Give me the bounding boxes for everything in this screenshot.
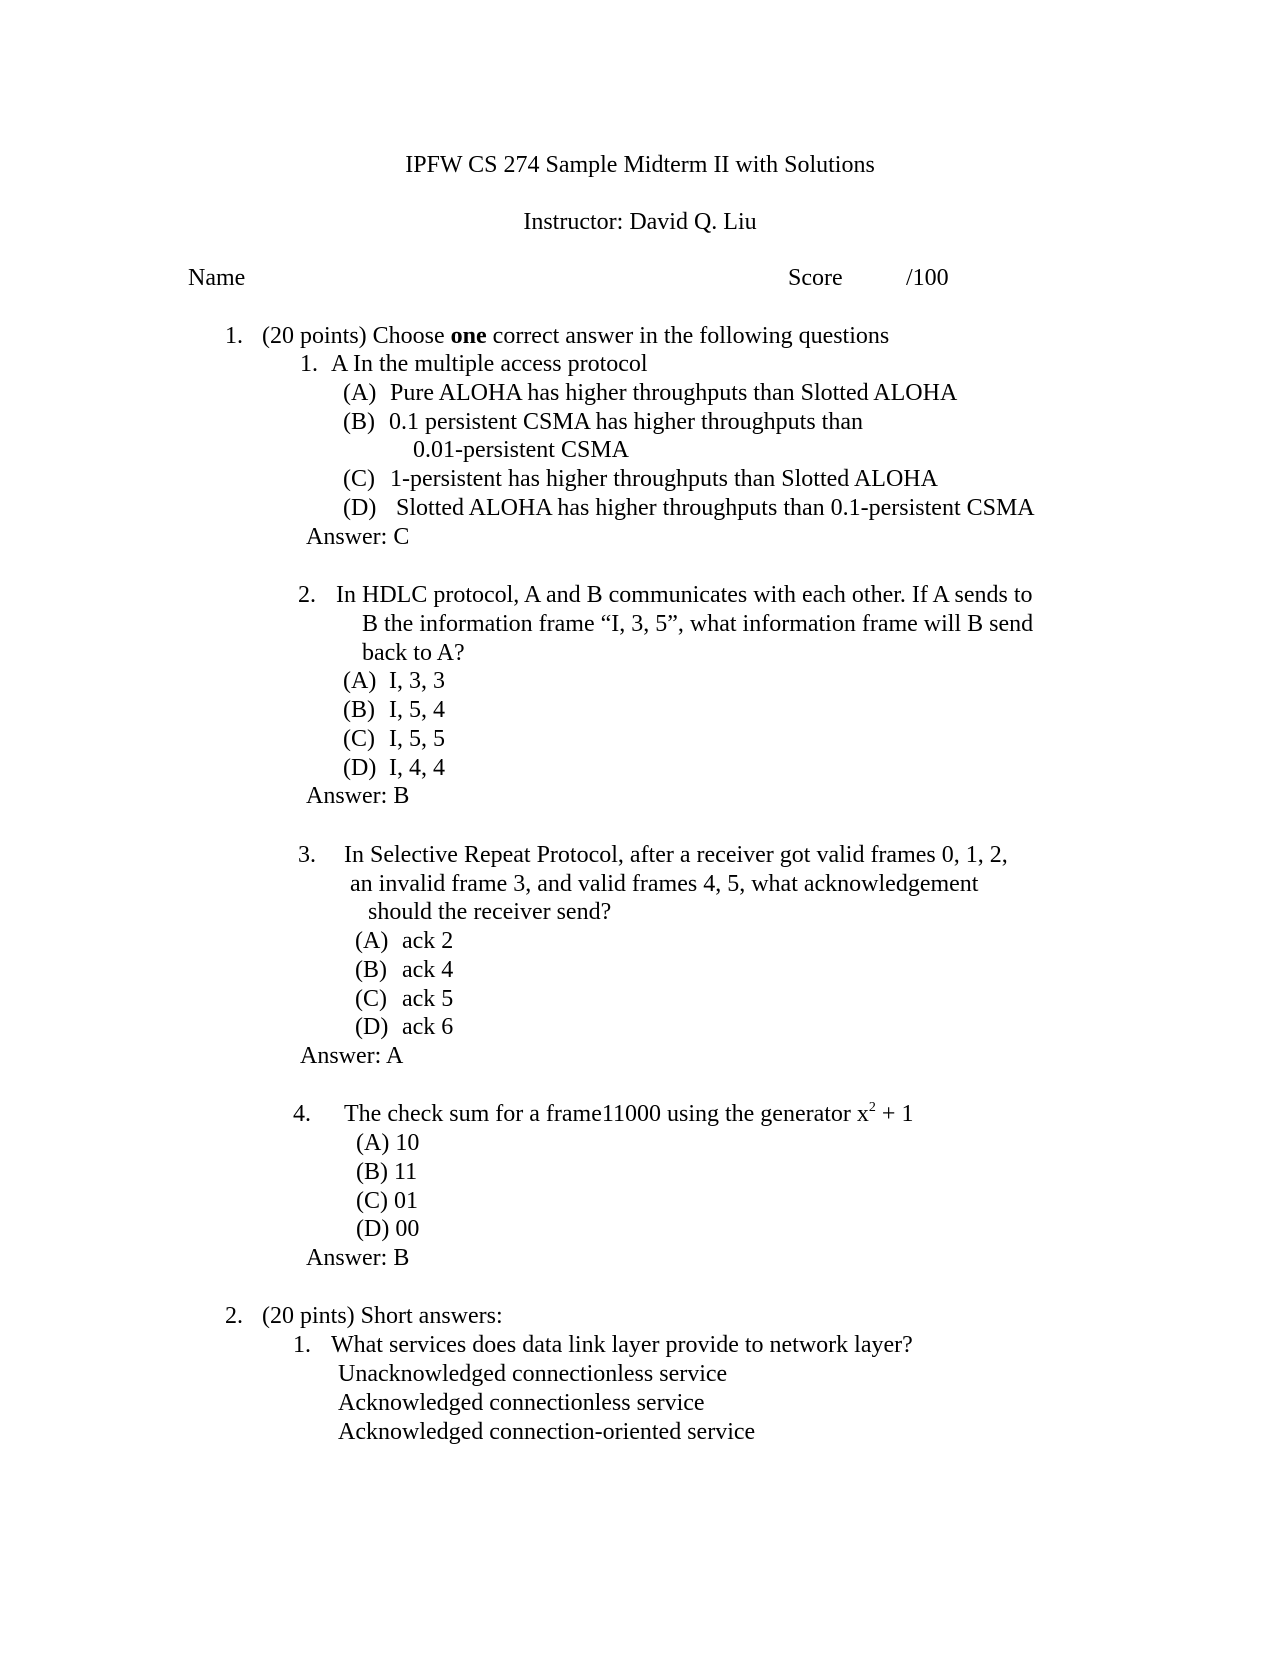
s2q1-answer-1: Unacknowledged connectionless service xyxy=(338,1361,728,1387)
s2q1-answer-3: Acknowledged connection-oriented service xyxy=(338,1419,756,1445)
q3-option-d: ack 6 xyxy=(402,1014,454,1040)
q1-option-a-letter: (A) xyxy=(343,380,377,406)
q2-option-b-letter: (B) xyxy=(343,697,375,723)
s2q1-number: 1. xyxy=(293,1332,311,1358)
q2-option-a-letter: (A) xyxy=(343,668,377,694)
section1-heading-pre: (20 points) Choose xyxy=(262,323,451,349)
section2-heading: (20 pints) Short answers: xyxy=(262,1303,503,1329)
q1-answer: Answer: C xyxy=(306,524,410,550)
q1-option-b-cont: 0.01-persistent CSMA xyxy=(413,437,629,463)
q4-exponent: 2 xyxy=(868,1100,876,1115)
q2-option-c-letter: (C) xyxy=(343,726,375,752)
q2-number: 2. xyxy=(298,582,316,608)
q1-number: 1. xyxy=(300,351,318,377)
q2-answer: Answer: B xyxy=(306,783,410,809)
q3-line1: In Selective Repeat Protocol, after a receiver got valid frames 0, 1, 2, xyxy=(344,842,1008,868)
q3-option-a-letter: (A) xyxy=(355,928,389,954)
q2-option-c: I, 5, 5 xyxy=(389,726,445,752)
q4-text-pre: The check sum for a frame11000 using the generator x xyxy=(344,1101,869,1127)
section1-heading xyxy=(262,322,889,350)
q2-option-b: I, 5, 4 xyxy=(389,697,445,723)
q4-text-post: + 1 xyxy=(875,1101,914,1127)
q3-line2: an invalid frame 3, and valid frames 4, 5, what acknowledgement xyxy=(350,871,979,897)
q3-option-b: ack 4 xyxy=(402,957,454,983)
q1-option-c-letter: (C) xyxy=(343,466,375,492)
q2-line2: B the information frame “I, 3, 5”, what information frame will B send xyxy=(362,611,1034,637)
q1-text: A In the multiple access protocol xyxy=(331,351,648,377)
q1-option-a: Pure ALOHA has higher throughputs than Slotted ALOHA xyxy=(390,380,958,406)
s2q1-text: What services does data link layer provide to network layer? xyxy=(331,1332,913,1358)
q3-option-c-letter: (C) xyxy=(355,986,387,1012)
q4-answer: Answer: B xyxy=(306,1245,410,1271)
score-label: Score xyxy=(788,265,843,291)
q2-line3: back to A? xyxy=(362,640,465,666)
q4-text xyxy=(344,1100,913,1128)
q1-option-b-letter: (B) xyxy=(343,409,375,435)
section2-number: 2. xyxy=(225,1303,243,1329)
q1-option-d: Slotted ALOHA has higher throughputs than 0.1-persistent CSMA xyxy=(396,495,1035,521)
q3-option-c: ack 5 xyxy=(402,986,454,1012)
score-total: /100 xyxy=(906,265,949,291)
q3-line3: should the receiver send? xyxy=(368,899,612,925)
instructor-line: Instructor: David Q. Liu xyxy=(523,209,757,235)
q1-option-c: 1-persistent has higher throughputs than Slotted ALOHA xyxy=(390,466,938,492)
q3-option-a: ack 2 xyxy=(402,928,454,954)
q4-option-c: (C) 01 xyxy=(356,1188,418,1214)
exam-title: IPFW CS 274 Sample Midterm II with Solutions xyxy=(405,152,875,178)
section1-number: 1. xyxy=(225,323,243,349)
q3-option-d-letter: (D) xyxy=(355,1014,389,1040)
q4-option-b: (B) 11 xyxy=(356,1159,418,1185)
q2-option-d-letter: (D) xyxy=(343,755,377,781)
q2-line1: In HDLC protocol, A and B communicates with each other. If A sends to xyxy=(336,582,1033,608)
name-label: Name xyxy=(188,265,246,291)
q1-option-d-letter: (D) xyxy=(343,495,377,521)
section1-heading-post: correct answer in the following questions xyxy=(486,323,890,349)
q3-answer: Answer: A xyxy=(300,1043,404,1069)
q2-option-d: I, 4, 4 xyxy=(389,755,445,781)
q4-number: 4. xyxy=(293,1101,311,1127)
q1-option-b: 0.1 persistent CSMA has higher throughputs than xyxy=(389,409,863,435)
q4-option-d: (D) 00 xyxy=(356,1216,420,1242)
q3-number: 3. xyxy=(298,842,316,868)
q4-option-a: (A) 10 xyxy=(356,1130,420,1156)
q2-option-a: I, 3, 3 xyxy=(389,668,445,694)
section1-heading-bold: one xyxy=(450,323,487,349)
s2q1-answer-2: Acknowledged connectionless service xyxy=(338,1390,705,1416)
q3-option-b-letter: (B) xyxy=(355,957,387,983)
